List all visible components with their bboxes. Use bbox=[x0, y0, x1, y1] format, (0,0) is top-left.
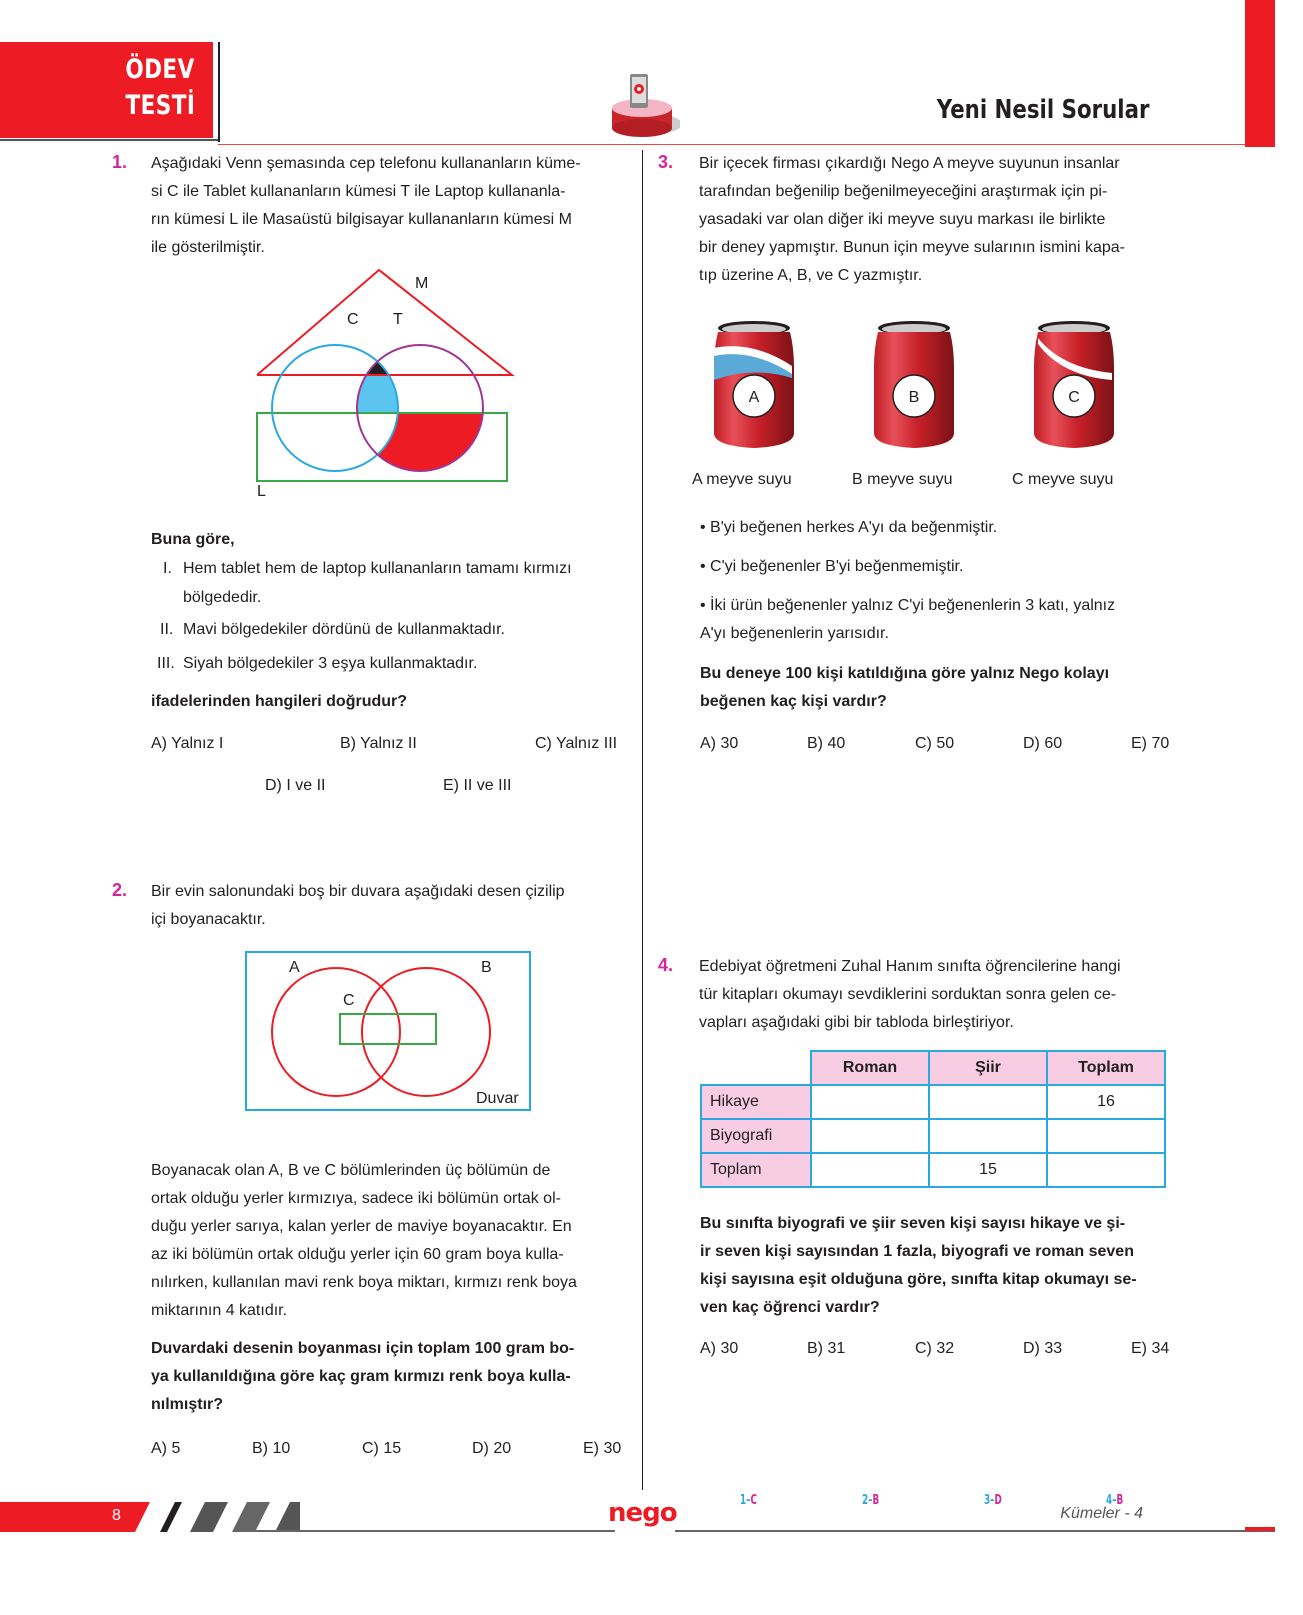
option-b[interactable]: B) 40 bbox=[807, 735, 846, 752]
table-header-row bbox=[701, 1051, 1165, 1085]
option-d[interactable]: D) 60 bbox=[1023, 735, 1063, 752]
svg-text:B: B bbox=[908, 389, 920, 406]
option-c[interactable]: C) 15 bbox=[362, 1440, 402, 1457]
row-header: Toplam bbox=[701, 1153, 811, 1187]
can-caption: C meyve suyu bbox=[1012, 471, 1114, 488]
text-line: nılmıştır? bbox=[151, 1396, 224, 1413]
page-number: 8 bbox=[112, 1507, 121, 1524]
publisher-logo: nego bbox=[608, 1498, 677, 1528]
answer-letter: D bbox=[994, 1493, 1002, 1508]
rectangle-c bbox=[340, 1014, 436, 1044]
question-2-body bbox=[151, 1157, 627, 1325]
venn-diagram-wall bbox=[244, 950, 534, 1115]
badge-line-2: TESTİ bbox=[125, 90, 195, 121]
text-line: beğenen kaç kişi vardır? bbox=[700, 693, 887, 710]
table-cell bbox=[1047, 1119, 1165, 1153]
text-line: Edebiyat öğretmeni Zuhal Hanım sınıfta öğrencilerine hangi bbox=[699, 958, 1121, 975]
option-d[interactable]: D) 33 bbox=[1023, 1340, 1063, 1357]
text-line: Boyanacak olan A, B ve C bölümlerinden üç bölümün de bbox=[151, 1162, 551, 1179]
table-cell: 15 bbox=[929, 1153, 1047, 1187]
answer-letter: B bbox=[1116, 1493, 1124, 1508]
question-2-stem bbox=[151, 878, 621, 934]
table-row bbox=[701, 1085, 1165, 1119]
option-c[interactable]: C) 32 bbox=[915, 1340, 955, 1357]
text-line: rın kümesi L ile Masaüstü bilgisayar kullananların kümesi M bbox=[151, 211, 572, 228]
text-line: ya kullanıldığına göre kaç gram kırmızı renk boya kulla- bbox=[151, 1368, 571, 1385]
answer-number: 1– bbox=[740, 1493, 751, 1508]
option-a[interactable]: A) 5 bbox=[151, 1440, 181, 1457]
column-header: Toplam bbox=[1047, 1051, 1165, 1085]
question-number: 3. bbox=[658, 152, 674, 172]
text-line: yasadaki var olan diğer iki meyve suyu markası ile birlikte bbox=[699, 211, 1106, 228]
condition-2: • C'yi beğenenler B'yi beğenmemiştir. bbox=[700, 558, 964, 575]
header-divider bbox=[218, 42, 220, 142]
statement-num: I. bbox=[163, 560, 172, 577]
option-a[interactable]: A) 30 bbox=[700, 1340, 739, 1357]
text-line: Bir içecek firması çıkardığı Nego A meyve suyunun insanlar bbox=[699, 155, 1120, 172]
question-number: 4. bbox=[658, 955, 674, 975]
label-wall: Duvar bbox=[476, 1090, 519, 1107]
answer-letter: B bbox=[872, 1493, 880, 1508]
option-e[interactable]: E) 30 bbox=[583, 1440, 622, 1457]
footer-red-mark bbox=[1245, 1527, 1275, 1531]
statement-num: III. bbox=[157, 655, 175, 672]
circle-b bbox=[362, 968, 490, 1096]
text-line: içi boyanacaktır. bbox=[151, 911, 266, 928]
text-line: Duvardaki desenin boyanması için toplam 100 gram bo- bbox=[151, 1340, 575, 1357]
text-line: Bir evin salonundaki boş bir duvara aşağıdaki desen çizilip bbox=[151, 883, 565, 900]
text-line: Aşağıdaki Venn şemasında cep telefonu kullananların küme- bbox=[151, 155, 581, 172]
text-line: Bu sınıfta biyografi ve şiir seven kişi sayısı hikaye ve şi- bbox=[700, 1215, 1126, 1232]
question-4-stem bbox=[699, 953, 1172, 1037]
answer-key-item bbox=[984, 1493, 1002, 1508]
row-header: Biyografi bbox=[701, 1119, 811, 1153]
question-prompt: ifadelerinden hangileri doğrudur? bbox=[151, 693, 408, 710]
table-row bbox=[701, 1119, 1165, 1153]
book-preference-table bbox=[700, 1050, 1166, 1188]
right-stripe bbox=[1245, 0, 1275, 147]
answer-number: 4– bbox=[1106, 1493, 1117, 1508]
juice-can-b bbox=[872, 318, 957, 453]
option-a[interactable]: A) Yalnız I bbox=[151, 735, 224, 752]
venn-black-region bbox=[366, 361, 388, 375]
question-prompt bbox=[700, 660, 1172, 716]
label-b: B bbox=[481, 959, 492, 976]
option-a[interactable]: A) 30 bbox=[700, 735, 739, 752]
column-header: Şiir bbox=[929, 1051, 1047, 1085]
text-line: Bu deneye 100 kişi katıldığına göre yalnız Nego kolayı bbox=[700, 665, 1110, 682]
label-l: L bbox=[257, 483, 266, 500]
table-cell bbox=[811, 1085, 929, 1119]
option-c[interactable]: C) Yalnız III bbox=[535, 735, 618, 752]
juice-can-c bbox=[1032, 318, 1117, 453]
option-d[interactable]: D) I ve II bbox=[265, 777, 326, 794]
table-corner bbox=[701, 1051, 811, 1085]
text-line: kişi sayısına eşit olduğuna göre, sınıfta kitap okumayı se- bbox=[700, 1271, 1137, 1288]
option-e[interactable]: E) II ve III bbox=[443, 777, 512, 794]
option-e[interactable]: E) 34 bbox=[1131, 1340, 1170, 1357]
table-cell bbox=[811, 1119, 929, 1153]
label-t: T bbox=[393, 311, 403, 328]
header-rule-red bbox=[218, 144, 1273, 145]
statement-text: bölgededir. bbox=[183, 589, 262, 606]
answer-key-item bbox=[862, 1493, 879, 1508]
footer-rule bbox=[675, 1530, 1275, 1532]
statement-text: Siyah bölgedekiler 3 eşya kullanmaktadır. bbox=[183, 655, 478, 672]
text-line: tıp üzerine A, B, ve C yazmıştır. bbox=[699, 267, 923, 284]
can-caption: A meyve suyu bbox=[692, 471, 792, 488]
test-badge bbox=[0, 42, 213, 138]
svg-text:A: A bbox=[748, 389, 760, 406]
table-cell bbox=[1047, 1153, 1165, 1187]
juice-can-a bbox=[712, 318, 797, 453]
answer-number: 3– bbox=[984, 1493, 995, 1508]
question-prompt bbox=[151, 1335, 627, 1419]
table-row bbox=[701, 1153, 1165, 1187]
label-c: C bbox=[343, 992, 355, 1009]
question-1-stem bbox=[151, 150, 621, 262]
label-a: A bbox=[289, 959, 300, 976]
label-m: M bbox=[415, 275, 429, 292]
table-cell bbox=[929, 1119, 1047, 1153]
statement-text: Mavi bölgedekiler dördünü de kullanmaktadır. bbox=[183, 621, 505, 638]
option-c[interactable]: C) 50 bbox=[915, 735, 955, 752]
text-line: vapları aşağıdaki gibi bir tabloda birleştiriyor. bbox=[699, 1014, 1014, 1031]
can-caption: B meyve suyu bbox=[852, 471, 953, 488]
condition-3-cont: A'yı beğenenlerin yarısıdır. bbox=[700, 625, 889, 642]
footer-rule bbox=[245, 1530, 615, 1532]
section-title: Yeni Nesil Sorular bbox=[936, 95, 1149, 125]
question-number: 2. bbox=[112, 880, 128, 900]
text-line: ven kaç öğrenci vardır? bbox=[700, 1299, 880, 1316]
condition-1: • B'yi beğenen herkes A'yı da beğenmiştir. bbox=[700, 519, 998, 536]
column-header: Roman bbox=[811, 1051, 929, 1085]
table-cell bbox=[811, 1153, 929, 1187]
row-header: Hikaye bbox=[701, 1085, 811, 1119]
text-line: duğu yerler sarıya, kalan yerler de maviye boyanacaktır. En bbox=[151, 1218, 572, 1235]
topic-label: Kümeler - 4 bbox=[1060, 1505, 1143, 1522]
option-b[interactable]: B) 31 bbox=[807, 1340, 846, 1357]
option-b[interactable]: B) Yalnız II bbox=[340, 735, 417, 752]
answer-number: 2– bbox=[862, 1493, 873, 1508]
text-line: bir deney yapmıştır. Bunun için meyve sularının ismini kapa- bbox=[699, 239, 1125, 256]
table-cell: 16 bbox=[1047, 1085, 1165, 1119]
header-rule bbox=[0, 139, 218, 141]
label-c: C bbox=[347, 311, 359, 328]
question-prompt bbox=[700, 1210, 1172, 1322]
venn-red-region bbox=[378, 413, 483, 471]
table-cell bbox=[929, 1085, 1047, 1119]
option-b[interactable]: B) 10 bbox=[252, 1440, 291, 1457]
text-line: az iki bölümün ortak olduğu yerler için 60 gram boya kulla- bbox=[151, 1246, 564, 1263]
statement-num: II. bbox=[160, 621, 174, 638]
question-3-stem bbox=[699, 150, 1172, 290]
statement-text: Hem tablet hem de laptop kullananların tamamı kırmızı bbox=[183, 560, 572, 577]
lead-text: Buna göre, bbox=[151, 531, 235, 548]
text-line: tür kitapları okumayı sevdiklerini sorduktan sonra gelen ce- bbox=[699, 986, 1117, 1003]
answer-letter: C bbox=[750, 1493, 757, 1508]
question-number: 1. bbox=[112, 152, 128, 172]
option-e[interactable]: E) 70 bbox=[1131, 735, 1170, 752]
condition-3: • İki ürün beğenenler yalnız C'yi beğenenlerin 3 katı, yalnız bbox=[700, 597, 1116, 614]
column-divider bbox=[642, 150, 643, 1490]
venn-diagram-devices bbox=[255, 268, 520, 518]
svg-text:C: C bbox=[1068, 389, 1080, 406]
text-line: tarafından beğenilip beğenilmeyeceğini araştırmak için pi- bbox=[699, 183, 1108, 200]
phone-on-podium-icon bbox=[605, 72, 680, 142]
text-line: ir seven kişi sayısından 1 fazla, biyografi ve roman seven bbox=[700, 1243, 1134, 1260]
text-line: si C ile Tablet kullananların kümesi T ile Laptop kullananla- bbox=[151, 183, 566, 200]
answer-key-item bbox=[740, 1493, 757, 1508]
text-line: miktarının 4 katıdır. bbox=[151, 1302, 288, 1319]
option-d[interactable]: D) 20 bbox=[472, 1440, 512, 1457]
text-line: nılırken, kullanılan mavi renk boya miktarı, kırmızı renk boya bbox=[151, 1274, 577, 1291]
text-line: ortak olduğu yerler kırmızıya, sadece iki bölümün ortak ol- bbox=[151, 1190, 561, 1207]
badge-line-1: ÖDEV bbox=[125, 54, 195, 85]
text-line: ile gösterilmiştir. bbox=[151, 239, 265, 256]
